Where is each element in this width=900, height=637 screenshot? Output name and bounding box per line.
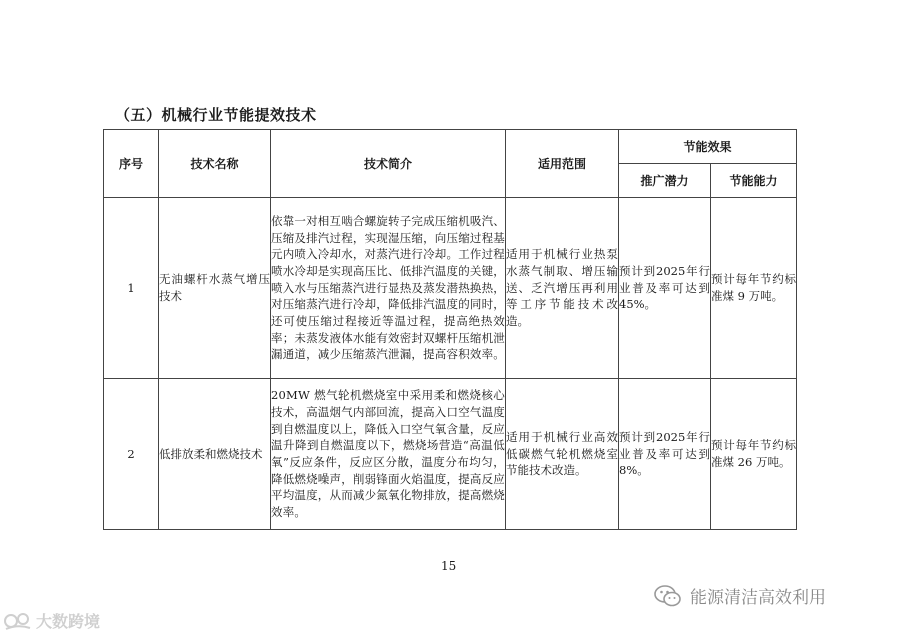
wechat-account-name: 能源清洁高效利用 <box>690 588 826 608</box>
wechat-icon <box>654 585 682 607</box>
brand-watermark <box>4 609 100 632</box>
row-intro: 20MW 燃气轮机燃烧室中采用柔和燃烧核心技术，高温烟气内部回流，提高入口空气温度到自燃温度以上，降低入口空气氧含量，反应温升降到自燃温度以下，燃烧场营造“高温低氧”反应条件，反应区分散，温度分布均匀，降低燃烧噪声，削弱锋面火焰温度，提高反应平均温度，从而减少氮氧化物排放，提高燃烧效率。 <box>271 379 506 530</box>
header-potential: 推广潜力 <box>619 164 711 198</box>
header-scope: 适用范围 <box>506 130 619 198</box>
row-seq: 2 <box>104 379 159 530</box>
table-row <box>104 198 797 379</box>
page-number: 15 <box>441 559 457 573</box>
row-potential: 预计到2025年行业普及率可达到8%。 <box>619 379 711 530</box>
header-name: 技术名称 <box>159 130 271 198</box>
header-effect: 节能效果 <box>619 130 797 164</box>
header-capacity: 节能能力 <box>711 164 797 198</box>
section-title: （五）机械行业节能提效技术 <box>115 106 317 124</box>
table-row <box>104 379 797 530</box>
row-seq: 1 <box>104 198 159 379</box>
row-name: 低排放柔和燃烧技术 <box>159 379 271 530</box>
wechat-watermark <box>654 583 826 608</box>
row-capacity: 预计每年节约标准煤 26 万吨。 <box>711 379 797 530</box>
header-seq: 序号 <box>104 130 159 198</box>
row-scope: 适用于机械行业热泵水蒸气制取、增压输送、乏汽增压再利用等工序节能技术改造。 <box>506 198 619 379</box>
brand-logo-icon <box>4 611 32 631</box>
row-scope: 适用于机械行业高效低碳燃气轮机燃烧室节能技术改造。 <box>506 379 619 530</box>
header-intro: 技术简介 <box>271 130 506 198</box>
row-capacity: 预计每年节约标准煤 9 万吨。 <box>711 198 797 379</box>
energy-tech-table <box>103 129 797 530</box>
row-name: 无油螺杆水蒸气增压技术 <box>159 198 271 379</box>
brand-name: 大数跨境 <box>36 612 101 631</box>
row-intro: 依靠一对相互啮合螺旋转子完成压缩机吸汽、压缩及排汽过程，实现湿压缩，向压缩过程基元内喷入冷却水，对蒸汽进行冷却。工作过程喷水冷却是实现高压比、低排汽温度的关键，喷入水与压缩蒸汽进行显热及蒸发潜热换热，对压缩蒸汽进行冷却，降低排汽温度的同时，还可使压缩过程接近等温过程，提高绝热效率；未蒸发液体水能有效密封双螺杆压缩机泄漏通道，减少压缩蒸汽泄漏，提高容积效率。 <box>271 198 506 379</box>
row-potential: 预计到2025年行业普及率可达到45%。 <box>619 198 711 379</box>
